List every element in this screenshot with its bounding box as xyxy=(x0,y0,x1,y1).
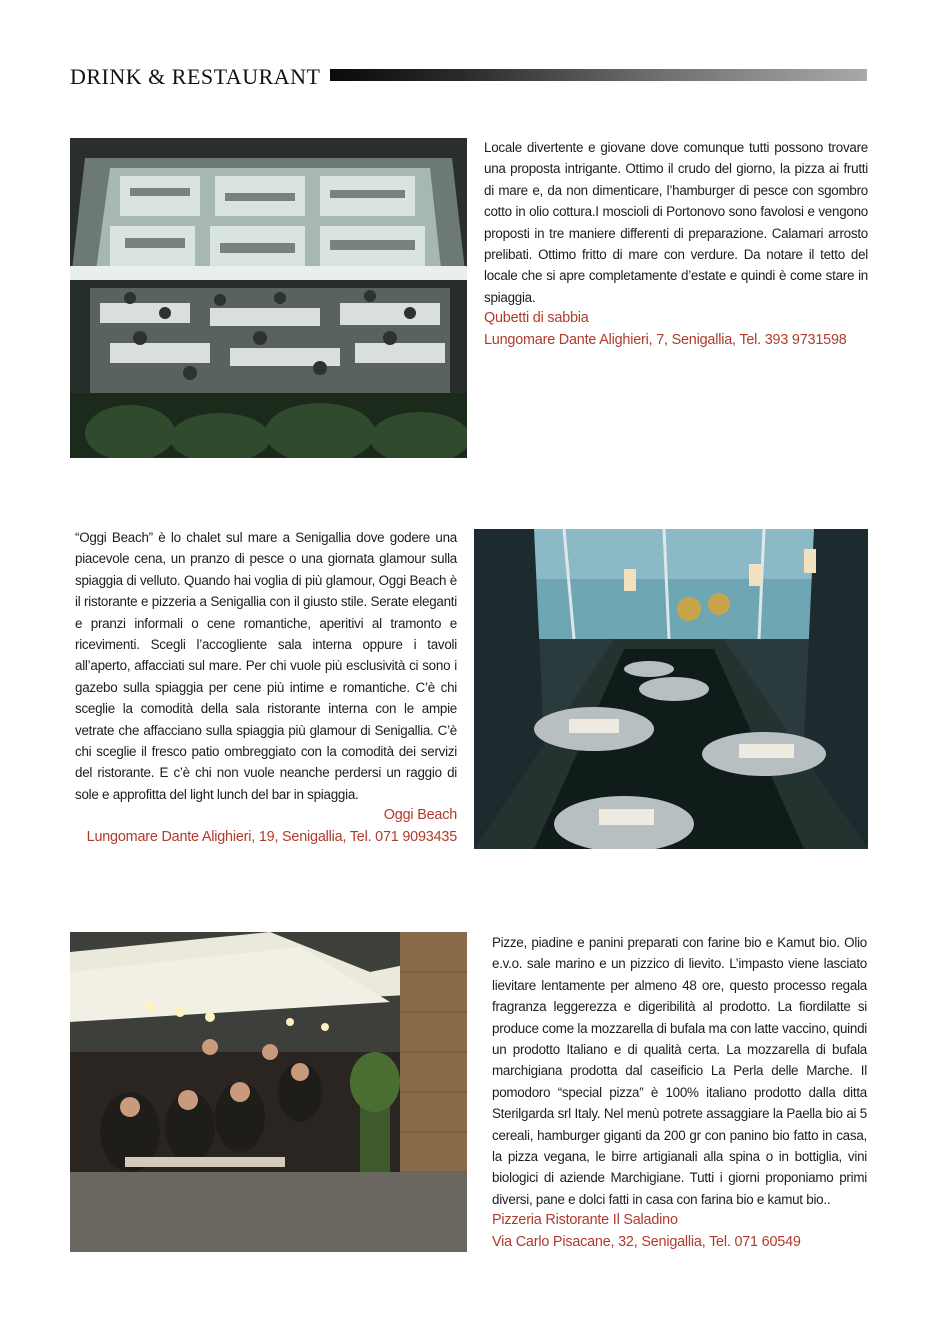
description-qubetti-text: Locale divertente e giovane dove comunque tutti possono trovare una proposta intrigante. Ottimo il crudo del giorno, la pizza ai frutti di mare e, da non dimenticare, l’hamburger di pesce con sgombro cotto in olio cottura.I moscioli di Portonovo sono favolosi e vengono proposti in tre maniere differenti di preparazione. Calamari arrosto prelibati. Ottimo fritto di mare con verdure. Da notare il tetto del locale che si apre completamente d’estate e quindi è come stare in spiaggia. xyxy=(484,140,868,305)
description-oggi-beach-text: “Oggi Beach” è lo chalet sul mare a Senigallia dove godere una piacevole cena, un pranzo di pesce o una giornata glamour sulla spiaggia di velluto. Quando hai voglia di più glamour, Oggi Beach è il ristorante e pizzeria a Senigallia con il giusto stile. Serate eleganti e pranzi informali o cene romantiche, aperitivi al tramonto e ricevimenti. Scegli l’accogliente sala interna oppure i tavoli all’aperto, affacciati sul mare. Per chi vuole più esclusività ci sono i gazebo sulla spiaggia per cene più intime e romantiche. C’è chi sceglie la comodità della sala ristorante interna con le ampie vetrate che affacciano sulla spiaggia più glamour di Senigallia. C’è chi sceglie il fresco patio ombreggiato con la comodità dei servizi del ristorante. E c’è chi non vuole neanche perdersi un raggio di sole e approfitta del light lunch del bar in spiaggia. xyxy=(75,530,457,802)
venue-address-qubetti: Lungomare Dante Alighieri, 7, Senigallia, Tel. 393 9731598 xyxy=(484,331,847,348)
venue-address-saladino: Via Carlo Pisacane, 32, Senigallia, Tel. 071 60549 xyxy=(492,1233,801,1250)
venue-name-qubetti: Qubetti di sabbia xyxy=(484,310,589,327)
page-title: DRINK & RESTAURANT xyxy=(70,64,321,89)
description-qubetti xyxy=(484,137,868,351)
restaurant-photo-oggi-beach xyxy=(474,529,868,849)
venue-name-oggi-beach: Oggi Beach xyxy=(383,807,457,824)
description-oggi-beach xyxy=(75,527,457,848)
description-saladino xyxy=(492,932,867,1253)
restaurant-photo-saladino xyxy=(70,932,467,1252)
venue-name-saladino: Pizzeria Ristorante Il Saladino xyxy=(492,1212,678,1229)
description-saladino-text: Pizze, piadine e panini preparati con farine bio e Kamut bio. Olio e.v.o. sale marino e un pizzico di lievito. L’impasto viene lasciato lievitare lentamente per almeno 48 ore, questo processo regala fragranza leggerezza e digeribilità al prodotto. La fiordilatte si produce come la mozzarella di bufala ma con latte vaccino, quindi un prodotto Italiano e di qualità certa. La mozzarella di bufala marchigiana prodotta dal caseificio La Perla delle Marche. Il pomodoro “special pizza” è 100% italiano prodotto dalla ditta Sterilgarda srl Italy. Nel menù potrete assaggiare la Paella bio ai 5 cereali, hamburger giganti da 200 gr con panino bio fatto in casa, la pizza vegana, le birre artigianali alla spina o in bottiglia, vini biologici di aziende Marchigiane. Tutti i giorni proponiamo primi diversi, pane e dolci fatti in casa con farina bio e kamut bio.. xyxy=(492,935,867,1207)
restaurant-photo-qubetti xyxy=(70,138,467,458)
venue-address-oggi-beach: Lungomare Dante Alighieri, 19, Senigallia, Tel. 071 9093435 xyxy=(86,828,457,845)
header-gradient-bar xyxy=(330,69,867,81)
